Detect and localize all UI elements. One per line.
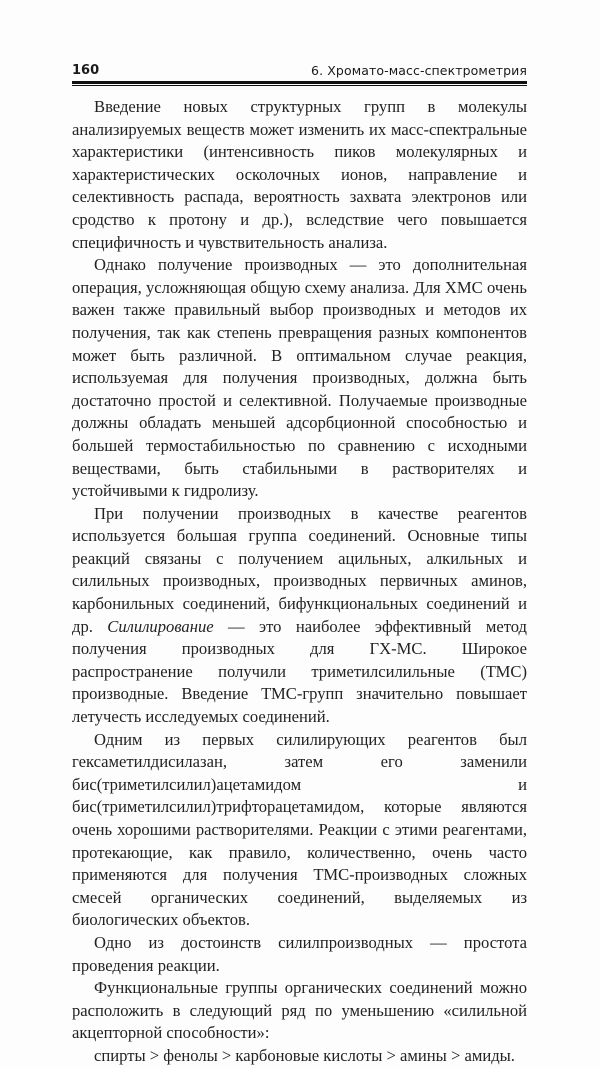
page-number: 160 — [72, 63, 100, 78]
book-page — [72, 56, 527, 1068]
paragraph — [72, 503, 527, 729]
emphasized-term: Силилирование — [107, 616, 214, 636]
paragraph-text: При получении производных в качестве реагентов используется большая группа соединений. Основные типы реакций связаны с получением ацильных, алкильных и силильных производных, производных первичных аминов, карбонильных соединений, бифункциональных соединений и др. — [72, 503, 527, 636]
reactivity-series: спирты > фенолы > карбоновые кислоты > амины > амиды. — [94, 1045, 515, 1065]
paragraph: Однако получение производных — это дополнительная операция, усложняющая общую схему анализа. Для ХМС очень важен также правильный выбор производных и методов их получения, так как степень превращения разных компонентов может быть различной. В оптимальном случае реакция, используемая для получения производных, должна быть достаточно простой и селективной. Получаемые производные должны обладать меньшей адсорбционной способностью и большей термостабильностью по сравнению с исходными веществами, быть стабильными в растворителях и устойчивыми к гидролизу. — [72, 255, 527, 501]
paragraph: Введение новых структурных групп в молекулы анализируемых веществ может изменить их масс-спектральные характеристики (интенсивность пиков молекулярных и характеристических осколочных ионов, направление и селективность распада, вероятность захвата электронов или сродство к протону и др.), вследствие чего повышается специфичность и чувствительность анализа. — [72, 97, 527, 252]
paragraph: Одно из достоинств силилпроизводных — простота проведения реакции. — [72, 932, 527, 975]
body-text — [72, 96, 527, 1068]
paragraph: Одним из первых силилирующих реагентов был гексаметилдисилазан, затем его заменили бис(триметилсилил)ацетамидом и бис(триметилсилил)трифторацетамидом, которые являются очень хорошими растворителями. Реакции с этими реагентами, протекающие, как правило, количественно, очень часто применяются для получения ТМС-производных сложных смесей органических соединений, выделяемых из биологических объектов. — [72, 729, 527, 930]
header-rule-thin — [72, 85, 527, 86]
paragraph-text: — это наиболее эффективный метод получения производных для ГХ-МС. Широкое распространение получили триметилсилильные (ТМС) производные. Введение ТМС-групп значительно повышает летучесть исследуемых соединений. — [72, 616, 527, 727]
running-title: 6. Хромато-масс-спектрометрия — [311, 63, 527, 78]
header-rule-thick — [72, 81, 527, 84]
paragraph: Функциональные группы органических соединений можно расположить в следующий ряд по уменьшению «силильной акцепторной способности»: — [72, 978, 527, 1043]
page-header — [72, 56, 527, 78]
